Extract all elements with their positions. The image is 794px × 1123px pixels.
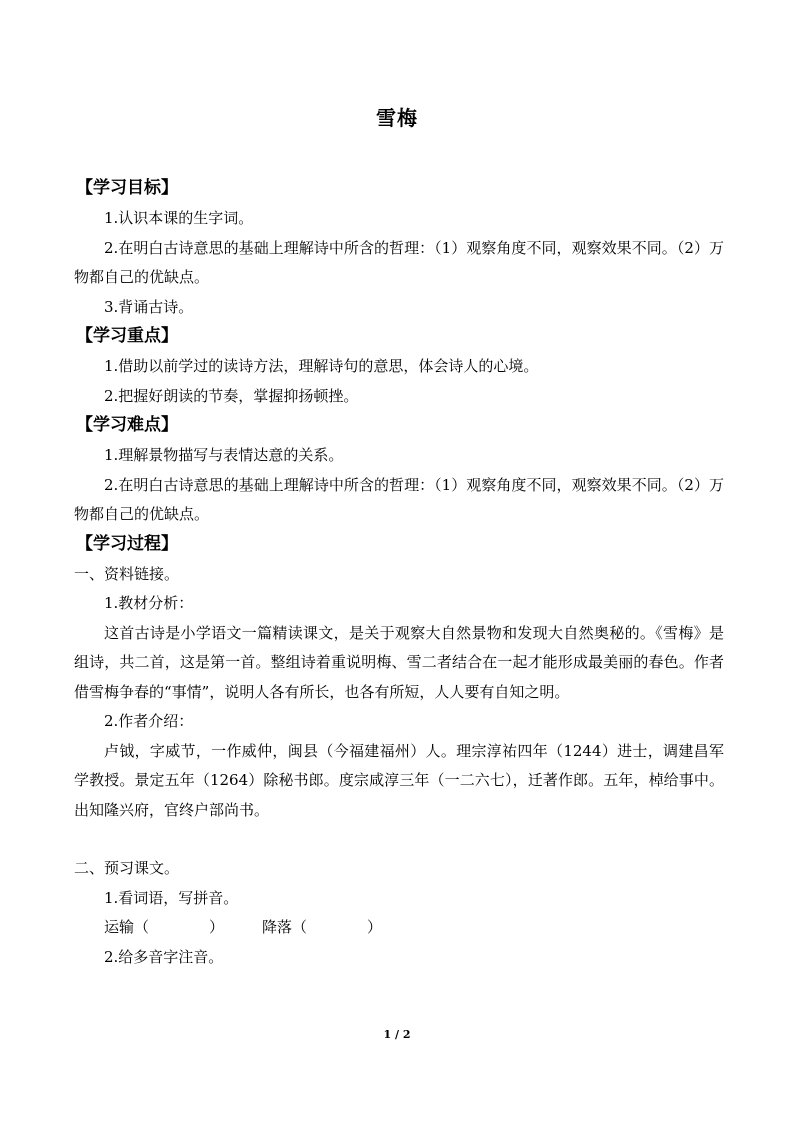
part2-title: 二、预习课文。 [74,859,180,877]
paren-open-1: （ [134,918,150,936]
paren-open-2: （ [292,918,308,936]
paren-close-2: ） [367,918,383,936]
key-point-item-2: 2.把握好朗读的节奏，掌握抑扬顿挫。 [104,386,359,405]
part1-sub1-title: 1.教材分析： [104,594,194,612]
section-heading-process: 【学习过程】 [76,533,178,554]
part2-sub1-title: 1.看词语，写拼音。 [104,888,239,907]
part2-sub2-title: 2.给多音字注音。 [104,947,224,966]
paren-close-1: ） [209,918,225,936]
part1-title: 一、资料链接。 [74,564,180,583]
difficulty-item-1: 1.理解景物描写与表情达意的关系。 [104,446,344,464]
word-2: 降落 [262,918,293,936]
section-heading-goals: 【学习目标】 [76,178,178,198]
goal-item-3: 3.背诵古诗。 [104,297,194,316]
blank-line [74,825,724,854]
goal-item-2: 2.在明白古诗意思的基础上理解诗中所含的哲理：（1）观察角度不同，观察效果不同。（2）万物都自己的优缺点。 [74,238,724,286]
difficulty-item-2: 2.在明白古诗意思的基础上理解诗中所含的哲理：（1）观察角度不同，观察效果不同。（2）万物都自己的优缺点。 [74,475,724,523]
page-number: 1 / 2 [383,1028,411,1041]
part1-sub1-text: 这首古诗是小学语文一篇精读课文，是关于观察大自然景物和发现大自然奥秘的。《雪梅》是组诗，共二首，这是第一首。整组诗着重说明梅、雪二者结合在一起才能形成最美丽的春色。作者借雪梅争春的“事情”，说明人各有所长，也各有所短，人人要有自知之明。 [74,623,724,701]
section-heading-difficulties: 【学习难点】 [76,415,178,435]
word-1: 运输 [104,918,135,936]
part1-sub2-text: 卢钺，字威节，一作威仲，闽县（今福建福州）人。理宗淳祐四年（1244）进士，调建昌军学教授。景定五年（1264）除秘书郎。度宗咸淳三年（一二六七），迁著作郎。五年，棹给事中。出知隆兴府，官终户部尚书。 [74,741,724,819]
pinyin-blanks-row [74,913,724,943]
goal-item-1: 1.认识本课的生字词。 [104,209,254,227]
section-heading-key-points: 【学习重点】 [76,326,178,346]
document-body [74,174,724,972]
pinyin-blank-1[interactable] [134,913,224,943]
key-point-item-1: 1.借助以前学过的读诗方法，理解诗句的意思，体会诗人的心境。 [104,357,539,375]
part1-sub2-title: 2.作者介绍： [104,712,194,730]
page-title: 雪梅 [376,106,418,130]
pinyin-blank-2[interactable] [292,913,382,943]
